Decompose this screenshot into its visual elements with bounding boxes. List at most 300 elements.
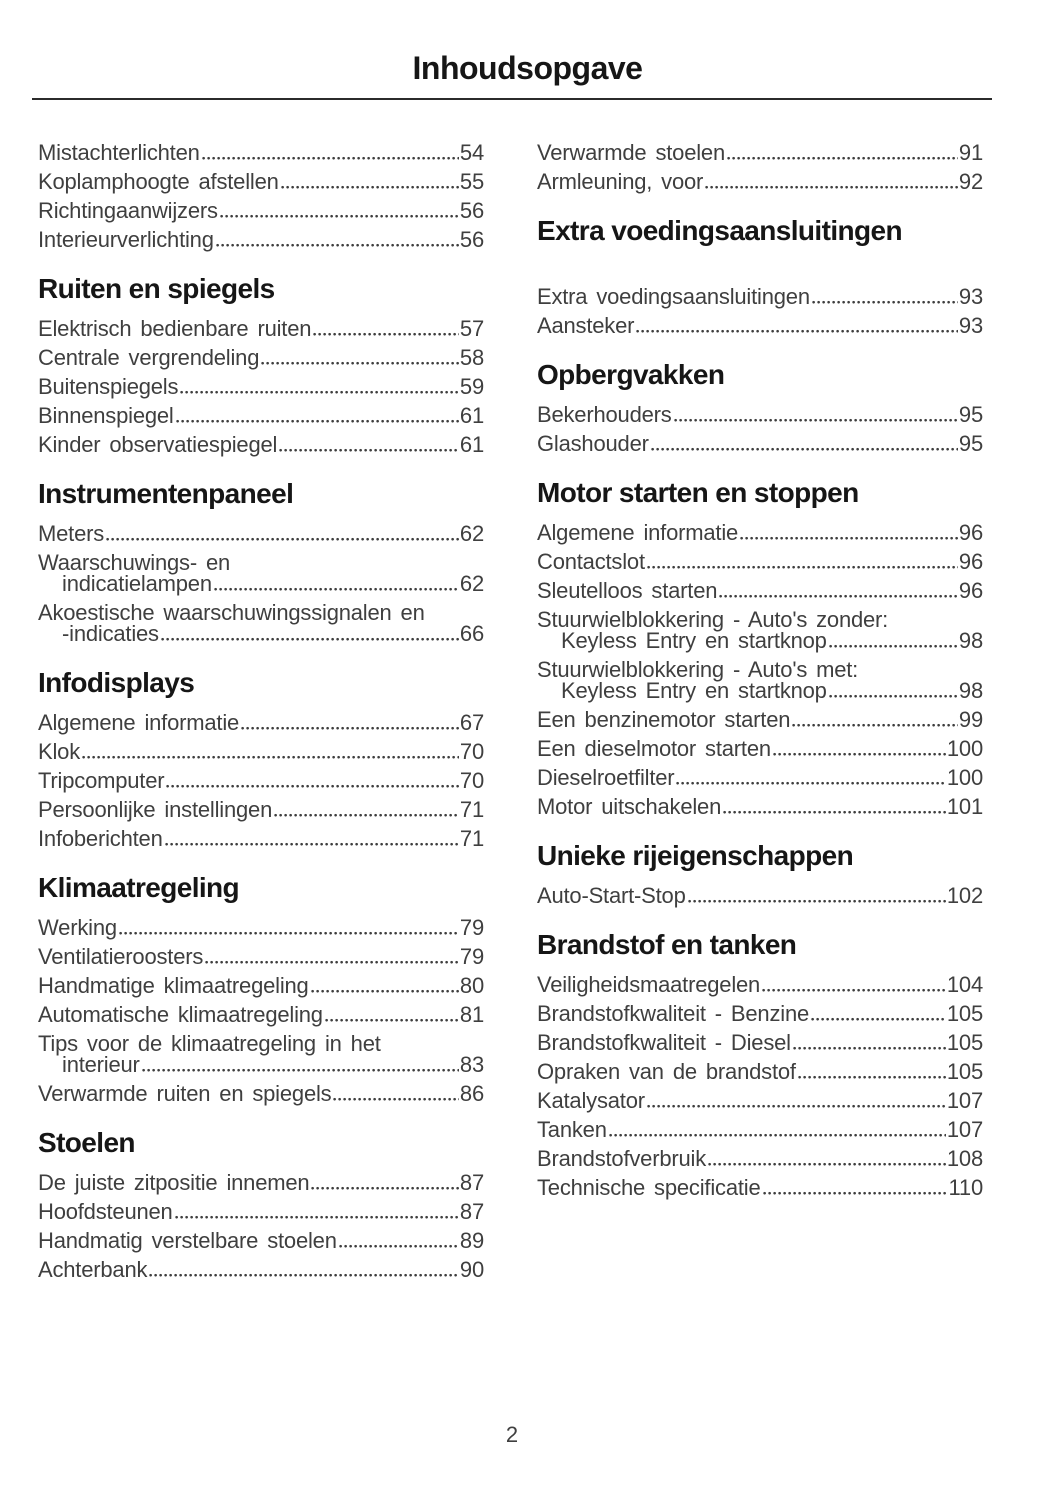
- toc-entry: [537, 796, 983, 817]
- toc-entry: [38, 376, 484, 397]
- dot-leader: [106, 537, 459, 541]
- section-heading: Infodisplays: [38, 667, 195, 698]
- title-divider-rule: [32, 98, 992, 100]
- entry-label-line1: Stuurwielblokkering - Auto's met:: [537, 657, 859, 682]
- entry-page-number: 102: [946, 883, 983, 908]
- dot-leader: [180, 390, 459, 394]
- entry-label: Keyless Entry en startknop: [561, 678, 827, 703]
- dot-leader: [829, 644, 958, 648]
- entry-page-number: 70: [459, 739, 484, 764]
- toc-entry: [537, 738, 983, 759]
- entry-label: Algemene informatie: [537, 520, 739, 545]
- toc-section: [38, 477, 484, 644]
- dot-leader: [165, 842, 459, 846]
- dot-leader: [723, 810, 946, 814]
- toc-column-right: [537, 142, 983, 1288]
- entry-line: [537, 286, 983, 307]
- dot-leader: [762, 988, 946, 992]
- dot-leader: [812, 300, 958, 304]
- entry-page-number: 67: [459, 710, 484, 735]
- entry-page-number: 89: [459, 1228, 484, 1253]
- toc-entry: [38, 1201, 484, 1222]
- entry-page-number: 61: [459, 403, 484, 428]
- entry-line: [537, 1177, 983, 1198]
- dot-leader: [82, 755, 459, 759]
- entry-line: [38, 573, 484, 594]
- toc-entry: [38, 1083, 484, 1104]
- entry-page-number: 100: [946, 765, 983, 790]
- entry-line: [38, 623, 484, 644]
- entry-page-number: 86: [459, 1081, 484, 1106]
- entry-line: [537, 680, 983, 701]
- entry-page-number: 70: [459, 768, 484, 793]
- toc-entry: [38, 552, 484, 594]
- entry-line: [38, 1172, 484, 1193]
- entry-page-number: 87: [459, 1199, 484, 1224]
- entry-line: [537, 142, 983, 163]
- page-title: Inhoudsopgave: [412, 50, 643, 86]
- dot-leader: [313, 332, 459, 336]
- dot-leader: [166, 784, 459, 788]
- entry-label: Contactslot: [537, 549, 645, 574]
- entry-label: Katalysator: [537, 1088, 645, 1113]
- entry-page-number: 79: [459, 915, 484, 940]
- entry-line: [38, 405, 484, 426]
- dot-leader: [202, 156, 459, 160]
- dot-leader: [214, 587, 459, 591]
- dot-leader: [119, 931, 459, 935]
- entry-line: [537, 315, 983, 336]
- entry-line: [537, 885, 983, 906]
- entry-page-number: 92: [958, 169, 983, 194]
- dot-leader: [176, 419, 459, 423]
- entry-line: [38, 1259, 484, 1280]
- entry-label: Brandstofverbruik: [537, 1146, 707, 1171]
- toc-entry: [537, 974, 983, 995]
- entry-page-number: 93: [958, 284, 983, 309]
- entry-line: [38, 1004, 484, 1025]
- entry-page-number: 100: [946, 736, 983, 761]
- entry-page-number: 80: [459, 973, 484, 998]
- entry-line: [38, 1054, 484, 1075]
- entry-line: [38, 712, 484, 733]
- entry-label: Algemene informatie: [38, 710, 240, 735]
- toc-entry: [537, 609, 983, 651]
- section-entries: [38, 523, 484, 644]
- entry-label: Hoofdsteunen: [38, 1199, 173, 1224]
- entry-page-number: 105: [946, 1059, 983, 1084]
- entry-label: Veiligheidsmaatregelen: [537, 972, 761, 997]
- toc-section: [537, 214, 983, 336]
- toc-section: [38, 1126, 484, 1280]
- entry-label: Verwarmde ruiten en spiegels: [38, 1081, 332, 1106]
- entry-page-number: 71: [459, 797, 484, 822]
- dot-leader: [216, 243, 459, 247]
- entry-label: Meters: [38, 521, 105, 546]
- section-entries: [38, 712, 484, 849]
- entry-label: Buitenspiegels: [38, 374, 179, 399]
- entry-page-number: 96: [958, 520, 983, 545]
- toc-entry: [38, 523, 484, 544]
- entry-label: Koplamphoogte afstellen: [38, 169, 279, 194]
- entry-page-number: 104: [946, 972, 983, 997]
- entry-line: [38, 142, 484, 163]
- toc-entry: [537, 709, 983, 730]
- dot-leader: [811, 1017, 946, 1021]
- entry-label: Motor uitschakelen: [537, 794, 722, 819]
- section-entries: [38, 917, 484, 1104]
- entry-page-number: 56: [459, 227, 484, 252]
- entry-label: Keyless Entry en startknop: [561, 628, 827, 653]
- entry-label-line1: Akoestische waarschuwingssignalen en: [38, 600, 425, 625]
- entry-line: [537, 433, 983, 454]
- toc-entry: [38, 770, 484, 791]
- toc-entry: [537, 1003, 983, 1024]
- dot-leader: [220, 214, 459, 218]
- toc-entry: [537, 1061, 983, 1082]
- entry-page-number: 107: [946, 1088, 983, 1113]
- dot-leader: [647, 1104, 946, 1108]
- entry-label: De juiste zitpositie innemen: [38, 1170, 310, 1195]
- toc-entry: [537, 659, 983, 701]
- entry-label: Handmatige klimaatregeling: [38, 973, 309, 998]
- toc-section: [537, 358, 983, 454]
- entry-page-number: 98: [958, 628, 983, 653]
- entry-line: [537, 709, 983, 730]
- toc-entry: [537, 1090, 983, 1111]
- entry-page-number: 108: [946, 1146, 983, 1171]
- entry-label-line1: Waarschuwings- en: [38, 550, 231, 575]
- entry-page-number: 93: [958, 313, 983, 338]
- dot-leader: [609, 1133, 946, 1137]
- entry-line: [537, 738, 983, 759]
- entry-label: Persoonlijke instellingen: [38, 797, 273, 822]
- toc-entry: [38, 975, 484, 996]
- toc-column-left: [38, 142, 484, 1288]
- toc-entry: [38, 1172, 484, 1193]
- entry-label-line1: Tips voor de klimaatregeling in het: [38, 1031, 381, 1056]
- dot-leader: [333, 1097, 458, 1101]
- toc-section: [38, 272, 484, 455]
- entry-line: [537, 580, 983, 601]
- toc-entry: [537, 404, 983, 425]
- entry-line: [38, 1201, 484, 1222]
- entry-page-number: 96: [958, 549, 983, 574]
- entry-line: [537, 796, 983, 817]
- toc-entry: [38, 347, 484, 368]
- dot-leader: [279, 448, 459, 452]
- toc-entry: [38, 946, 484, 967]
- entry-page-number: 105: [946, 1030, 983, 1055]
- entry-label: Auto-Start-Stop: [537, 883, 686, 908]
- entry-page-number: 95: [958, 431, 983, 456]
- entry-line: [537, 630, 983, 651]
- entry-page-number: 95: [958, 402, 983, 427]
- dot-leader: [311, 1186, 458, 1190]
- dot-leader: [647, 565, 958, 569]
- section-entries: [537, 522, 983, 817]
- entry-page-number: 54: [459, 140, 484, 165]
- dot-leader: [708, 1162, 946, 1166]
- entry-label: Richtingaanwijzers: [38, 198, 218, 223]
- entry-label: Werking: [38, 915, 117, 940]
- dot-leader: [161, 637, 459, 641]
- toc-entry: [537, 551, 983, 572]
- toc-section: [537, 839, 983, 906]
- dot-leader: [205, 960, 459, 964]
- entry-line: [537, 1090, 983, 1111]
- entry-page-number: 55: [459, 169, 484, 194]
- entry-label: Ventilatieroosters: [38, 944, 204, 969]
- toc-entry: [537, 1177, 983, 1198]
- dot-leader: [793, 1046, 946, 1050]
- entry-line: [38, 975, 484, 996]
- entry-label: Centrale vergrendeling: [38, 345, 260, 370]
- section-heading: Motor starten en stoppen: [537, 477, 859, 508]
- entry-page-number: 57: [459, 316, 484, 341]
- dot-leader: [281, 185, 459, 189]
- toc-entry: [537, 433, 983, 454]
- dot-leader: [261, 361, 459, 365]
- dot-leader: [719, 594, 958, 598]
- entry-page-number: 83: [459, 1052, 484, 1077]
- toc-section: [537, 476, 983, 817]
- dot-leader: [651, 447, 958, 451]
- entry-label: Opraken van de brandstof: [537, 1059, 796, 1084]
- section-heading: Opbergvakken: [537, 359, 725, 390]
- entry-line: [38, 376, 484, 397]
- entry-line: [38, 946, 484, 967]
- toc-entry: [537, 767, 983, 788]
- toc-section: [38, 142, 484, 250]
- entry-line: [38, 1083, 484, 1104]
- toc-entry: [537, 1119, 983, 1140]
- entry-page-number: 91: [958, 140, 983, 165]
- toc-content: [38, 142, 984, 1288]
- dot-leader: [676, 781, 945, 785]
- page-number: 2: [505, 1422, 519, 1447]
- entry-label: indicatielampen: [62, 571, 212, 596]
- entry-line: [537, 551, 983, 572]
- dot-leader: [740, 536, 958, 540]
- entry-label: Mistachterlichten: [38, 140, 200, 165]
- entry-page-number: 101: [946, 794, 983, 819]
- toc-entry: [537, 885, 983, 906]
- entry-label: Elektrisch bedienbare ruiten: [38, 316, 312, 341]
- entry-line: [537, 171, 983, 192]
- section-heading: Instrumentenpaneel: [38, 478, 294, 509]
- entry-page-number: 79: [459, 944, 484, 969]
- entry-page-number: 59: [459, 374, 484, 399]
- dot-leader: [274, 813, 459, 817]
- entry-label: Infoberichten: [38, 826, 163, 851]
- entry-label: Automatische klimaatregeling: [38, 1002, 323, 1027]
- entry-page-number: 90: [459, 1257, 484, 1282]
- dot-leader: [763, 1191, 948, 1195]
- dot-leader: [142, 1068, 459, 1072]
- toc-section: [537, 928, 983, 1198]
- entry-line: [38, 770, 484, 791]
- entry-line: [38, 434, 484, 455]
- section-heading: Extra voedingsaansluitingen: [537, 215, 902, 246]
- dot-leader: [674, 418, 958, 422]
- section-heading: Stoelen: [38, 1127, 135, 1158]
- entry-line: [38, 828, 484, 849]
- entry-label: Kinder observatiespiegel: [38, 432, 278, 457]
- entry-label: Aansteker: [537, 313, 635, 338]
- entry-label: Glashouder: [537, 431, 649, 456]
- entry-label: Sleutelloos starten: [537, 578, 718, 603]
- dot-leader: [339, 1244, 459, 1248]
- entry-label: Tripcomputer: [38, 768, 165, 793]
- entry-label-line1: Stuurwielblokkering - Auto's zonder:: [537, 607, 889, 632]
- section-entries: [537, 142, 983, 192]
- entry-label: Klok: [38, 739, 80, 764]
- toc-entry: [537, 315, 983, 336]
- toc-entry: [38, 229, 484, 250]
- entry-page-number: 98: [958, 678, 983, 703]
- entry-label: Interieurverlichting: [38, 227, 214, 252]
- entry-line: [38, 1230, 484, 1251]
- entry-label: interieur: [62, 1052, 140, 1077]
- toc-entry: [537, 142, 983, 163]
- toc-entry: [537, 522, 983, 543]
- entry-line: [537, 1061, 983, 1082]
- dot-leader: [792, 723, 958, 727]
- entry-page-number: 107: [946, 1117, 983, 1142]
- entry-page-number: 110: [948, 1175, 983, 1200]
- entry-page-number: 58: [459, 345, 484, 370]
- toc-entry: [537, 1148, 983, 1169]
- entry-page-number: 71: [459, 826, 484, 851]
- toc-entry: [38, 741, 484, 762]
- toc-entry: [38, 434, 484, 455]
- section-heading: Unieke rijeigenschappen: [537, 840, 854, 871]
- dot-leader: [149, 1273, 459, 1277]
- entry-label: Achterbank: [38, 1257, 148, 1282]
- section-entries: [537, 404, 983, 454]
- entry-line: [38, 741, 484, 762]
- entry-label: Verwarmde stoelen: [537, 140, 726, 165]
- entry-line: [38, 523, 484, 544]
- toc-entry: [38, 405, 484, 426]
- toc-entry: [38, 799, 484, 820]
- toc-entry: [38, 318, 484, 339]
- section-entries: [537, 974, 983, 1198]
- entry-page-number: 62: [459, 571, 484, 596]
- entry-line: [38, 200, 484, 221]
- entry-page-number: 66: [459, 621, 484, 646]
- dot-leader: [773, 752, 946, 756]
- entry-line: [38, 318, 484, 339]
- dot-leader: [798, 1075, 946, 1079]
- entry-line: [537, 404, 983, 425]
- dot-leader: [325, 1018, 459, 1022]
- entry-line: [537, 767, 983, 788]
- entry-page-number: 99: [958, 707, 983, 732]
- dot-leader: [636, 329, 958, 333]
- toc-entry: [38, 828, 484, 849]
- entry-line: [537, 1148, 983, 1169]
- entry-line: [38, 171, 484, 192]
- section-heading: Ruiten en spiegels: [38, 273, 275, 304]
- entry-line: [537, 1003, 983, 1024]
- entry-label: Een benzinemotor starten: [537, 707, 791, 732]
- entry-page-number: 56: [459, 198, 484, 223]
- entry-label: Technische specificatie: [537, 1175, 761, 1200]
- entry-line: [38, 229, 484, 250]
- entry-line: [38, 799, 484, 820]
- entry-line: [537, 1032, 983, 1053]
- section-entries: [38, 1172, 484, 1280]
- dot-leader: [705, 185, 958, 189]
- toc-entry: [537, 1032, 983, 1053]
- toc-entry: [38, 602, 484, 644]
- toc-entry: [38, 1230, 484, 1251]
- entry-label: Extra voedingsaansluitingen: [537, 284, 810, 309]
- dot-leader: [311, 989, 459, 993]
- entry-label: Armleuning, voor: [537, 169, 704, 194]
- entry-label: Binnenspiegel: [38, 403, 174, 428]
- entry-label: Tanken: [537, 1117, 607, 1142]
- entry-line: [38, 917, 484, 938]
- section-entries: [537, 286, 983, 336]
- entry-page-number: 81: [459, 1002, 484, 1027]
- toc-section: [38, 666, 484, 849]
- toc-section: [38, 871, 484, 1104]
- entry-label: Dieselroetfilter: [537, 765, 675, 790]
- toc-entry: [38, 200, 484, 221]
- dot-leader: [829, 694, 958, 698]
- entry-label: Brandstofkwaliteit - Diesel: [537, 1030, 791, 1055]
- toc-entry: [38, 1004, 484, 1025]
- toc-entry: [537, 580, 983, 601]
- toc-entry: [38, 171, 484, 192]
- toc-entry: [38, 1259, 484, 1280]
- dot-leader: [241, 726, 459, 730]
- dot-leader: [688, 899, 946, 903]
- section-heading: Klimaatregeling: [38, 872, 240, 903]
- toc-section: [537, 142, 983, 192]
- toc-entry: [537, 286, 983, 307]
- entry-label: -indicaties: [62, 621, 159, 646]
- entry-label: Brandstofkwaliteit - Benzine: [537, 1001, 810, 1026]
- section-entries: [537, 885, 983, 906]
- toc-entry: [38, 712, 484, 733]
- section-heading: Brandstof en tanken: [537, 929, 797, 960]
- entry-line: [38, 347, 484, 368]
- toc-entry: [537, 171, 983, 192]
- entry-page-number: 105: [946, 1001, 983, 1026]
- entry-page-number: 87: [459, 1170, 484, 1195]
- toc-entry: [38, 917, 484, 938]
- entry-page-number: 96: [958, 578, 983, 603]
- section-entries: [38, 318, 484, 455]
- dot-leader: [727, 156, 958, 160]
- section-entries: [38, 142, 484, 250]
- dot-leader: [175, 1215, 459, 1219]
- entry-page-number: 61: [459, 432, 484, 457]
- entry-line: [537, 522, 983, 543]
- entry-page-number: 62: [459, 521, 484, 546]
- entry-label: Bekerhouders: [537, 402, 672, 427]
- toc-entry: [38, 142, 484, 163]
- entry-line: [537, 974, 983, 995]
- entry-line: [537, 1119, 983, 1140]
- entry-label: Een dieselmotor starten: [537, 736, 771, 761]
- toc-entry: [38, 1033, 484, 1075]
- entry-label: Handmatig verstelbare stoelen: [38, 1228, 337, 1253]
